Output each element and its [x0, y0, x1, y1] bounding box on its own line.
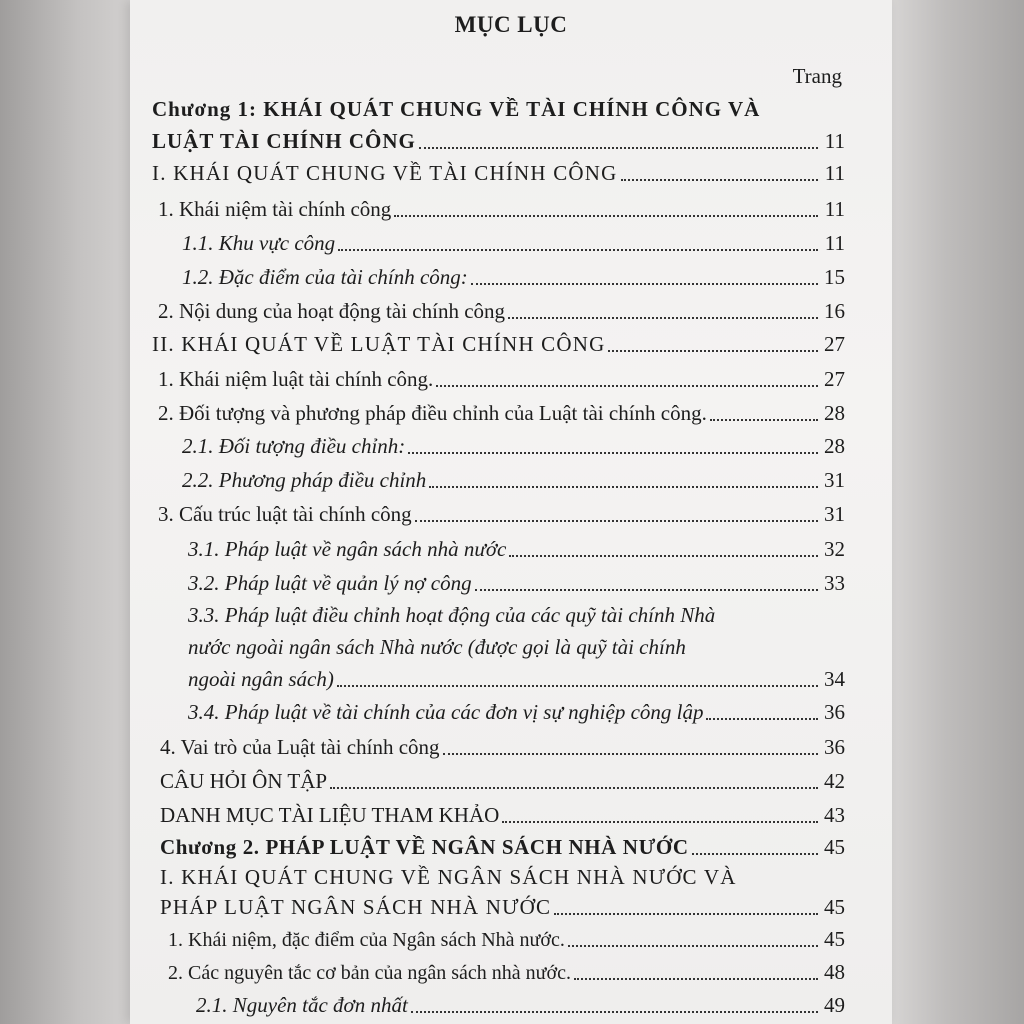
toc-entry-1-II-3-4[interactable]: [188, 695, 845, 725]
toc-entry-2-I-2[interactable]: [168, 955, 845, 985]
toc-entry-2-I[interactable]: [160, 890, 845, 920]
toc-page-number: 28: [824, 434, 845, 458]
toc-page-number: 33: [824, 571, 845, 595]
toc-entry-2-I-2-1[interactable]: [196, 988, 845, 1018]
toc-entry-1-I-1-2[interactable]: [182, 260, 845, 290]
book-left-edge: [0, 0, 130, 1024]
toc-leader-dots: [436, 384, 818, 387]
toc-entry-1-I[interactable]: [152, 156, 845, 186]
toc-leader-dots: [337, 684, 818, 687]
toc-leader-dots: [574, 977, 818, 980]
toc-leader-dots: [509, 554, 818, 557]
toc-entry-text: 3. Cấu trúc luật tài chính công: [158, 502, 412, 526]
toc-page-number: 45: [824, 895, 845, 919]
toc-entry-text: PHÁP LUẬT NGÂN SÁCH NHÀ NƯỚC: [160, 895, 552, 919]
toc-page-number: 15: [824, 265, 845, 289]
toc-entry-text: 1.1. Khu vực công: [182, 231, 336, 255]
toc-entry-text: 1. Khái niệm luật tài chính công.: [158, 367, 434, 391]
toc-entry-1-II-4[interactable]: [160, 730, 845, 760]
toc-page-number: 36: [824, 735, 845, 759]
toc-page-number: 31: [824, 468, 845, 492]
toc-entry-1-II-3-2[interactable]: [188, 566, 845, 596]
toc-leader-dots: [621, 178, 818, 181]
toc-entry-1-I-2[interactable]: [158, 294, 845, 324]
toc-entry-1-II-2-1[interactable]: [182, 429, 845, 459]
toc-leader-dots: [471, 282, 818, 285]
toc-leader-dots: [608, 349, 818, 352]
toc-leader-dots: [710, 418, 818, 421]
toc-page-number: 42: [824, 769, 845, 793]
toc-page-number: 27: [824, 332, 845, 356]
toc-page-number: 45: [824, 835, 845, 859]
toc-page-number: 16: [824, 299, 845, 323]
toc-entry-2-I-1[interactable]: [168, 922, 845, 952]
toc-leader-dots: [502, 820, 818, 823]
toc-entry-1-II-3-3[interactable]: [188, 662, 845, 692]
toc-entry-chapter2[interactable]: [160, 830, 845, 860]
toc-page-number: 34: [824, 667, 845, 691]
toc-entry-text: 3.2. Pháp luật về quản lý nợ công: [188, 571, 472, 595]
toc-page-number: 36: [824, 700, 845, 724]
toc-leader-dots: [475, 588, 818, 591]
toc-entry-2-I-line1: I. KHÁI QUÁT CHUNG VỀ NGÂN SÁCH NHÀ NƯỚC VÀ: [160, 865, 737, 889]
toc-page-number: 32: [824, 537, 845, 561]
page-title: MỤC LỤC: [454, 12, 568, 37]
toc-entry-text: 3.1. Pháp luật về ngân sách nhà nước: [188, 537, 507, 561]
toc-entry-text: 2. Đối tượng và phương pháp điều chỉnh của Luật tài chính công.: [158, 401, 707, 425]
toc-leader-dots: [706, 717, 818, 720]
toc-entry-review-questions[interactable]: [160, 764, 845, 794]
toc-entry-text: DANH MỤC TÀI LIỆU THAM KHẢO: [160, 803, 500, 827]
toc-leader-dots: [443, 752, 818, 755]
toc-page-number: 11: [824, 197, 845, 221]
toc-entry-text: Chương 2. PHÁP LUẬT VỀ NGÂN SÁCH NHÀ NƯỚC: [160, 835, 689, 859]
toc-page-number: 11: [824, 161, 845, 185]
toc-entry-text: 1. Khái niệm, đặc điểm của Ngân sách Nhà nước.: [168, 929, 565, 951]
toc-entry-text: II. KHÁI QUÁT VỀ LUẬT TÀI CHÍNH CÔNG: [152, 332, 606, 356]
toc-entry-references[interactable]: [160, 798, 845, 828]
toc-entry-1-II-3-1[interactable]: [188, 532, 845, 562]
toc-leader-dots: [408, 451, 818, 454]
toc-leader-dots: [429, 485, 818, 488]
toc-page: [130, 0, 892, 1024]
toc-page-number: 48: [824, 960, 845, 984]
toc-leader-dots: [338, 248, 818, 251]
toc-leader-dots: [508, 316, 818, 319]
toc-entry-1-II-2-2[interactable]: [182, 463, 845, 493]
toc-entry-chapter1-line1: Chương 1: KHÁI QUÁT CHUNG VỀ TÀI CHÍNH CÔNG VÀ: [152, 97, 761, 121]
toc-entry-text: 2. Các nguyên tắc cơ bản của ngân sách nhà nước.: [168, 962, 571, 984]
toc-leader-dots: [692, 852, 818, 855]
toc-entry-chapter1[interactable]: [152, 124, 845, 154]
toc-entry-text: ngoài ngân sách): [188, 667, 334, 691]
toc-entry-1-II-3-3-line1: 3.3. Pháp luật điều chỉnh hoạt động của các quỹ tài chính Nhà: [188, 603, 716, 627]
toc-leader-dots: [568, 944, 818, 947]
toc-entry-text: 2.1. Đối tượng điều chỉnh:: [182, 434, 406, 458]
toc-page-number: 11: [824, 129, 845, 153]
toc-page-number: 43: [824, 803, 845, 827]
toc-entry-text: 3.4. Pháp luật về tài chính của các đơn vị sự nghiệp công lập: [188, 700, 704, 724]
toc-entry-1-II-3-3-line2: nước ngoài ngân sách Nhà nước (được gọi là quỹ tài chính: [188, 635, 686, 659]
toc-entry-text: LUẬT TÀI CHÍNH CÔNG: [152, 129, 416, 153]
toc-entry-text: I. KHÁI QUÁT CHUNG VỀ TÀI CHÍNH CÔNG: [152, 161, 618, 185]
toc-entry-1-II-1[interactable]: [158, 362, 845, 392]
toc-page-number: 49: [824, 993, 845, 1017]
toc-leader-dots: [419, 146, 818, 149]
toc-entry-1-II-2[interactable]: [158, 396, 845, 426]
toc-leader-dots: [554, 912, 818, 915]
toc-entry-1-I-1[interactable]: [158, 192, 845, 222]
toc-entry-text: 4. Vai trò của Luật tài chính công: [160, 735, 440, 759]
toc-entry-1-I-1-1[interactable]: [182, 226, 845, 256]
toc-page-number: 45: [824, 927, 845, 951]
toc-page-number: 27: [824, 367, 845, 391]
page-column-header: Trang: [792, 64, 842, 88]
toc-entry-text: 2.1. Nguyên tắc đơn nhất: [196, 993, 408, 1017]
toc-page-number: 31: [824, 502, 845, 526]
toc-entry-text: CÂU HỎI ÔN TẬP: [160, 769, 328, 793]
toc-entry-text: 1.2. Đặc điểm của tài chính công:: [182, 265, 468, 289]
toc-page-number: 11: [824, 231, 845, 255]
toc-leader-dots: [411, 1010, 818, 1013]
toc-leader-dots: [415, 519, 818, 522]
toc-entry-text: 1. Khái niệm tài chính công: [158, 197, 392, 221]
toc-leader-dots: [330, 786, 818, 789]
book-right-edge: [892, 0, 1024, 1024]
toc-page-number: 28: [824, 401, 845, 425]
toc-entry-text: 2.2. Phương pháp điều chỉnh: [182, 468, 427, 492]
toc-entry-1-II-3[interactable]: [158, 497, 845, 527]
toc-leader-dots: [394, 214, 818, 217]
toc-entry-1-II[interactable]: [152, 327, 845, 357]
toc-entry-text: 2. Nội dung của hoạt động tài chính công: [158, 299, 506, 323]
